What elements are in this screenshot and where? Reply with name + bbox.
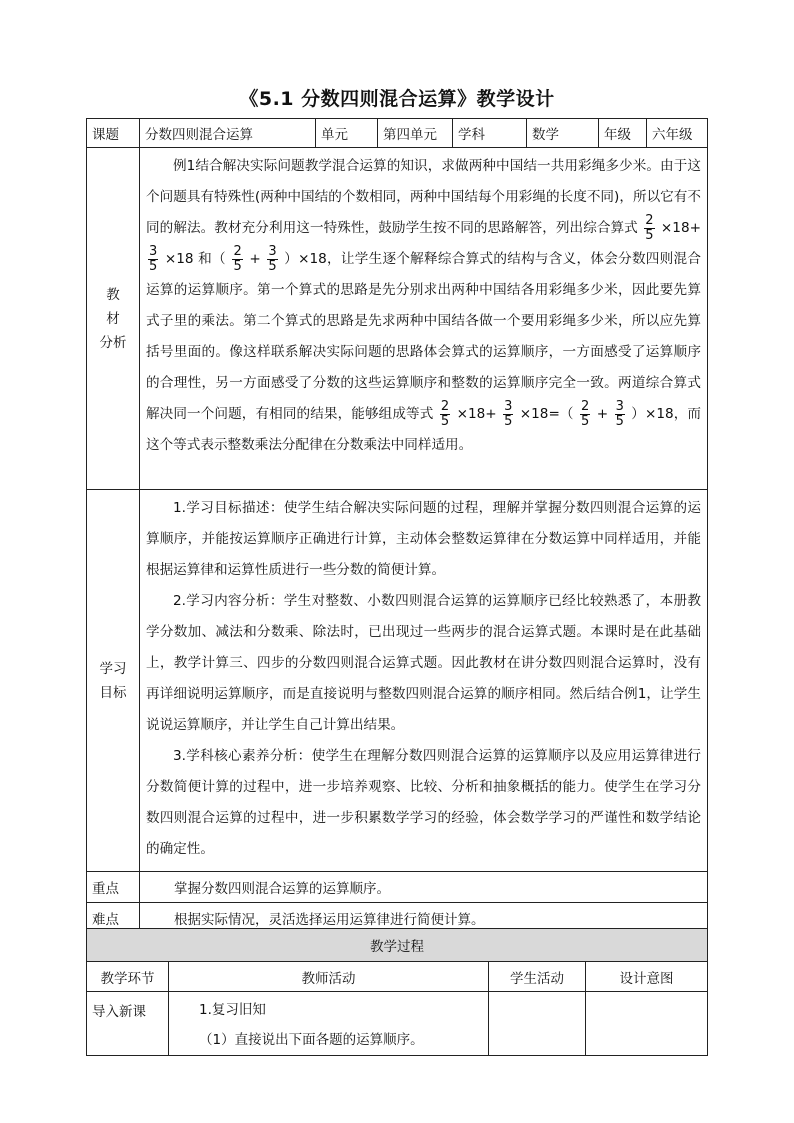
teacher-line-1: 1.复习旧知 (199, 1002, 266, 1018)
teacher-line-2: （1）直接说出下面各题的运算顺序。 (199, 1032, 424, 1048)
fraction: $\frac{2}{5}$ (440, 398, 450, 429)
key-point-label: 重点 (87, 872, 140, 903)
subject-value: 数学 (527, 119, 599, 148)
student-cell (489, 992, 586, 1056)
material-analysis-content (140, 148, 708, 490)
subject-label: 学科 (453, 119, 527, 148)
lesson-info-table (86, 118, 708, 934)
learning-goals-row (87, 490, 708, 872)
teacher-cell (169, 992, 489, 1056)
process-header-row (87, 962, 708, 992)
material-analysis-label: 教 材 分析 (87, 148, 140, 490)
unit-value: 第四单元 (378, 119, 453, 148)
document-title: 《5.1 分数四则混合运算》教学设计 (239, 88, 555, 110)
col-stage: 教学环节 (87, 962, 169, 992)
fraction: $\frac{3}{5}$ (615, 398, 624, 429)
stage-cell: 导入新课 (87, 992, 169, 1056)
topic-value: 分数四则混合运算 (140, 119, 316, 148)
process-title: 教学过程 (87, 929, 708, 962)
difficulty-label: 难点 (87, 903, 140, 934)
col-intent: 设计意图 (586, 962, 708, 992)
fraction: $\frac{2}{5}$ (581, 398, 590, 429)
goal-paragraph-2: 2.学习内容分析：学生对整数、小数四则混合运算的运算顺序已经比较熟悉了，本册教学分数加、减法和分数乘、除法时，已出现过一些两步的混合运算式题。本课时是在此基础上，教学计算三、四步的分数四则混合运算式题。因此教材在讲分数四则混合运算时，没有再详细说明运算顺序，而是直接说明与整数四则混合运算的顺序相同。然后结合例1，让学生说说运算顺序，并让学生自己计算出结果。 (146, 593, 701, 733)
key-point-row (87, 872, 708, 903)
material-analysis-row (87, 148, 708, 490)
learning-goals-label: 学习 目标 (87, 490, 140, 872)
grade-label: 年级 (599, 119, 647, 148)
fraction: $\frac{3}{5}$ (149, 243, 158, 274)
header-row (87, 119, 708, 148)
difficulty-text: 根据实际情况，灵活选择运用运算律进行简便计算。 (140, 903, 708, 934)
key-point-text: 掌握分数四则混合运算的运算顺序。 (140, 872, 708, 903)
fraction: $\frac{2}{5}$ (233, 243, 242, 274)
goal-paragraph-3: 3.学科核心素养分析：使学生在理解分数四则混合运算的运算顺序以及应用运算律进行分数简便计算的过程中，进一步培养观察、比较、分析和抽象概括的能力。使学生在学习分数四则混合运算的过程中，进一步积累数学学习的经验，体会数学学习的严谨性和数学结论的确定性。 (146, 748, 701, 857)
goal-paragraph-1: 1.学习目标描述：使学生结合解决实际问题的过程，理解并掌握分数四则混合运算的运算顺序，并能按运算顺序正确进行计算，主动体会整数运算律在分数运算中同样适用，并能根据运算律和运算性质进行一些分数的简便计算。 (146, 500, 701, 578)
topic-label: 课题 (87, 119, 140, 148)
teaching-process-table (86, 928, 708, 1056)
grade-value: 六年级 (647, 119, 708, 148)
fraction: $\frac{2}{5}$ (645, 212, 654, 243)
material-analysis-text: 例1结合解决实际问题教学混合运算的知识，求做两种中国结一共用彩绳多少米。由于这个问题具有特殊性(两种中国结的个数相同，两种中国结每个用彩绳的长度不同)，所以它有不同的解法。教材充分利用这一特殊性，鼓励学生按不同的思路解答，列出综合算式 $\frac{2}{5}$ ×18+ $\frac{3}{5}$ ×18 和（ $\frac{2}{5}$ + $\frac{3}{5}$ ）×18，让学生逐个解释综合算式的结构与含义，体会分数四则混合运算的运算顺序。第一个算式的思路是先分别求出两种中国结各用彩绳多少米，因此要先算式子里的乘法。第二个算式的思路是先求两种中国结各做一个要用彩绳多少米，所以应先算括号里面的。像这样联系解决实际问题的思路体会算式的运算顺序，一方面感受了运算顺序的合理性，另一方面感受了分数的这些运算顺序和整数的运算顺序完全一致。两道综合算式解决同一个问题，有相同的结果，能够组成等式 $\frac{2}{5}$ ×18+ $\frac{3}{5}$ ×18=（ $\frac{2}{5}$ + $\frac{3}{5}$ ）×18，而这个等式表示整数乘法分配律在分数乘法中同样适用。 (146, 158, 702, 453)
learning-goals-content (140, 490, 708, 872)
process-row (87, 992, 708, 1056)
process-title-row (87, 929, 708, 962)
unit-label: 单元 (316, 119, 378, 148)
fraction: $\frac{3}{5}$ (504, 398, 513, 429)
fraction: $\frac{3}{5}$ (268, 243, 277, 274)
intent-cell (586, 992, 708, 1056)
col-student: 学生活动 (489, 962, 586, 992)
col-teacher: 教师活动 (169, 962, 489, 992)
